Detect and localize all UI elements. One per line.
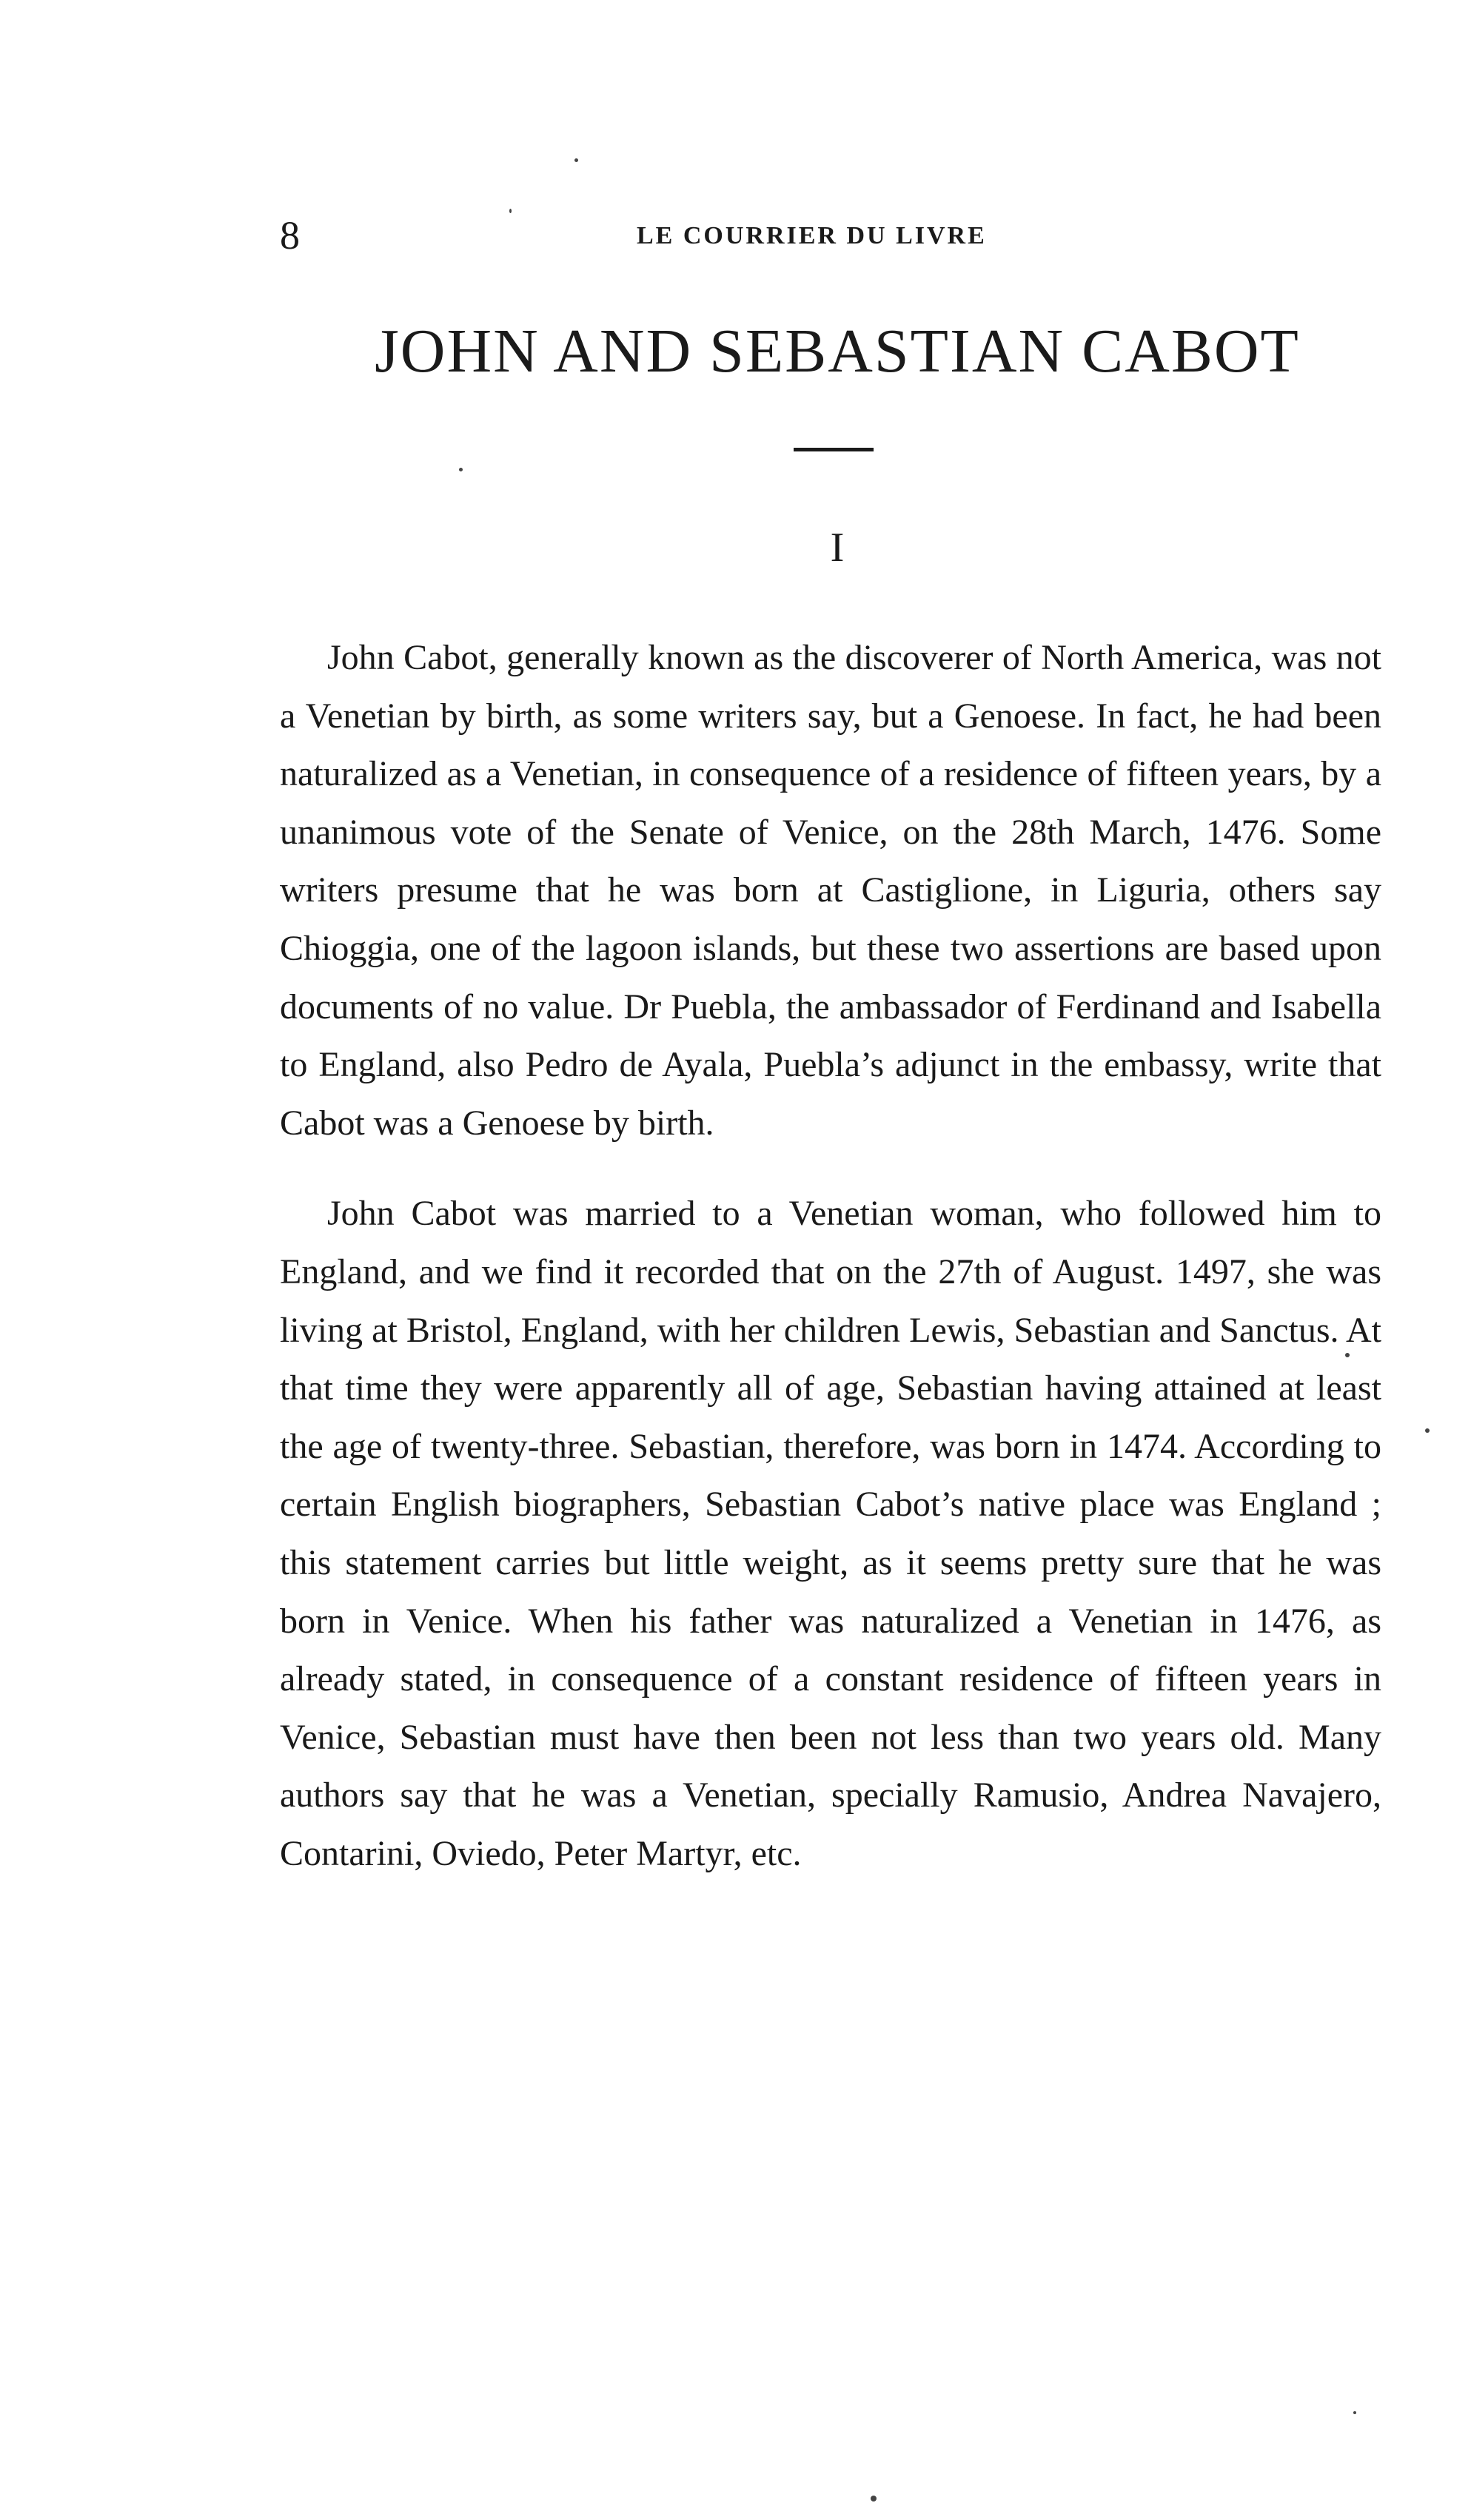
body-text [280, 629, 1381, 1883]
article-title: JOHN AND SEBASTIAN CABOT [375, 317, 1300, 386]
running-head [280, 213, 1381, 258]
scan-speck [1425, 1428, 1430, 1433]
paragraph-2: John Cabot was married to a Venetian woman, who followed him to England, and we find it recorded that on the 27th of August. 1497, she was living at Bristol, England, with her children Lewis, Sebastian and Sanctus. At that time they were apparently all of age, Sebastian having attained at least the age of twenty-three. Sebastian, therefore, was born in 1474. According to certain English biographers, Sebastian Cabot’s native place was England ; this statement carries but little weight, as it seems pretty sure that he was born in Venice. When his father was naturalized a Venetian in 1476, as already stated, in consequence of a constant residence of fifteen years in Venice, Sebastian must have then been not less than two years old. Many authors say that he was a Venetian, specially Ramusio, Andrea Navajero, Contarini, Oviedo, Peter Martyr, etc. [280, 1194, 1381, 1873]
scan-speck [871, 2496, 877, 2501]
page-number: 8 [280, 213, 300, 258]
section-numeral: I [830, 525, 845, 571]
paragraph-1: John Cabot, generally known as the discoverer of North America, was not a Venetian by birth, as some writers say, but a Genoese. In fact, he had been naturalized as a Venetian, in consequence of a residence of fifteen years, by a unanimous vote of the Senate of Venice, on the 28th March, 1476. Some writers presume that he was born at Castiglione, in Liguria, others say Chioggia, one of the lagoon islands, but these two assertions are based upon documents of no value. Dr Puebla, the ambassador of Ferdinand and Isabella to England, also Pedro de Ayala, Puebla’s adjunct in the embassy, write that Cabot was a Genoese by birth. [280, 638, 1381, 1143]
scan-speck [1353, 2411, 1356, 2414]
scan-speck [574, 158, 578, 162]
scan-speck [459, 468, 463, 471]
scan-speck [1345, 1353, 1350, 1357]
title-rule [794, 448, 874, 451]
scan-speck [509, 209, 512, 213]
running-title: LE COURRIER DU LIVRE [637, 222, 987, 249]
